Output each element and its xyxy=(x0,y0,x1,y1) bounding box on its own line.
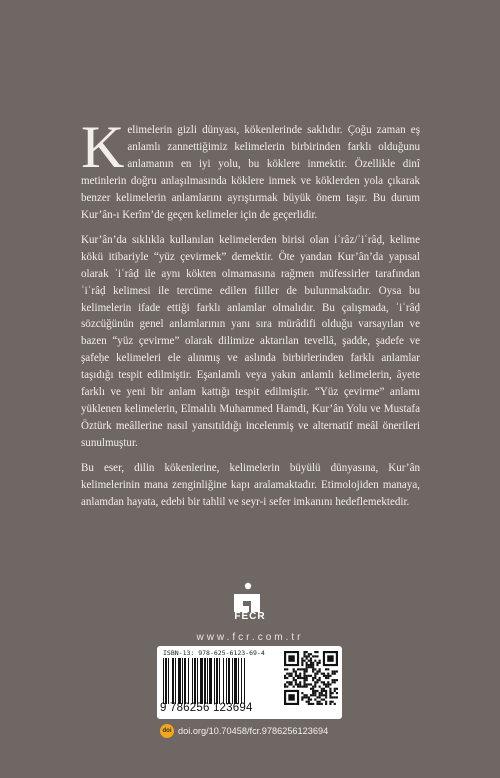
doi-link[interactable]: doi.org/10.70458/fcr.9786256123694 xyxy=(178,726,329,736)
blurb-paragraph-3: Bu eser, dilin kökenlerine, kelimelerin büyülü dünyasına, Kur’ân kelimelerinin mana zenginliğine kapı aralamaktadır. Etimolojiden manaya, anlamdan hayata, edebi bir tahlil ve seyr-i sefer imkanını hedeflemektedir. xyxy=(81,462,420,509)
publisher-website[interactable]: www.fcr.com.tr xyxy=(196,632,304,643)
doi-badge-icon: doi xyxy=(160,724,174,738)
fecr-logo-icon xyxy=(224,580,276,630)
barcode-bars xyxy=(163,658,276,704)
blurb-paragraph-1 xyxy=(81,114,420,224)
isbn-label: ISBN-13: 978-625-6123-69-4 xyxy=(163,649,265,657)
barcode-number: 9 786256 123694 xyxy=(160,702,253,714)
drop-cap: K xyxy=(81,114,125,180)
back-cover-blurb xyxy=(81,114,420,519)
doi-row xyxy=(160,724,328,738)
qr-code-icon xyxy=(284,651,338,705)
barcode-panel xyxy=(157,646,342,719)
publisher-name: FECR xyxy=(234,611,266,622)
blurb-paragraph-1-text: elimelerin gizli dünyası, kökenlerinde saklıdır. Çoğu zaman eş anlamlı zannettiğimiz kelimelerin birbirinden farklı olduğunu anlamanın en iyi yolu, bu köklere inmektir. Özellikle dinî metinlerin doğru anlaşılmasında köklere inmek ve köklerden yola çıkarak benzer kelimelerin anlamlarını ayrıştırmak büyük önem taşır. Bu durum Kur’ân-ı Kerîm’de geçen kelimeler için de geçerlidir. xyxy=(81,124,420,221)
blurb-paragraph-2: Kur’ân’da sıklıkla kullanılan kelimelerden birisi olan iʿrâz/ʾiʿrâḍ, kelime kökü itibariyle “yüz çevirmek” demektir. Öte yandan Kur’ân’da yapısal olarak ʾiʿrâḍ ile aynı kökten olmamasına rağmen müfessirler tarafından ʾiʿrâḍ kelimesi ile tercüme edilen fiiller de bulunmaktadır. Oysa bu kelimelerin ifade ettiği farklı anlamlar olmalıdır. Bu çalışmada, ʾiʿrâḍ sözcüğünün genel anlamlarının yanı sıra mürâdifi olduğu varsayılan ve bazen “yüz çevirme” olarak dilimize aktarılan tevellâ, şadde, şadefe ve şafeḥe kelimeleri ele alınmış ve aslında birbirlerinden farklı anlamlar taşıdığı tespit edilmiştir. Eşanlamlı veya yakın anlamlı kelimelerin, âyete farklı ve yeni bir anlam kattığı tespit edilmiştir. “Yüz çevirme” anlamı yüklenen kelimelerin, Elmalılı Muhammed Hamdi, Kur’ân Yolu ve Mustafa Öztürk meâllerine nasıl yansıtıldığı incelenmiş ve alternatif meâl önerileri sunulmuştur. xyxy=(81,233,420,450)
